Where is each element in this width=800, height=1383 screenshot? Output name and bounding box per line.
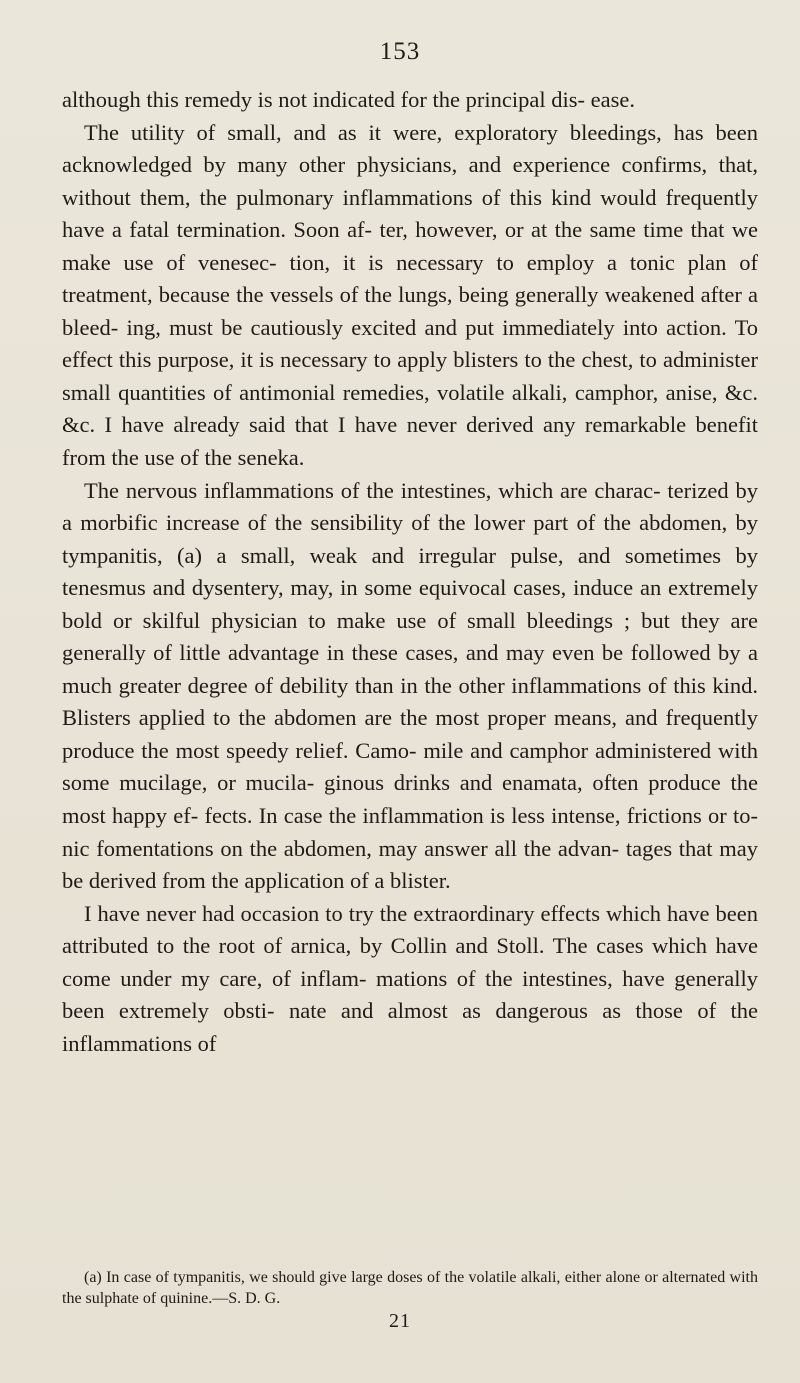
body-text: [62, 84, 758, 1060]
paragraph-3: The nervous inflammations of the intestines, which are charac- terized by a morbific increase of the sensibility of the lower part of the abdomen, by tympanitis, (a) a small, weak and irregular pulse, and sometimes by tenesmus and dysentery, may, in some equivocal cases, induce an extremely bold or skilful physician to make use of small bleedings ; but they are generally of little advantage in these cases, and may even be followed by a much greater degree of debility than in the other inflammations of this kind. Blisters applied to the abdomen are the most proper means, and frequently produce the most speedy relief. Camo- mile and camphor administered with some mucilage, or mucila- ginous drinks and enamata, often produce the most happy ef- fects. In case the inflammation is less intense, frictions or to- nic fomentations on the abdomen, may answer all the advan- tages that may be derived from the application of a blister.: [62, 477, 758, 894]
page-number: 153: [379, 38, 421, 65]
signature-mark: 21: [389, 1310, 411, 1332]
paragraph-2: The utility of small, and as it were, exploratory bleedings, has been acknowledged by many other physicians, and experience confirms, that, without them, the pulmonary inflammations of this kind would frequently have a fatal termination. Soon af- ter, however, or at the same time that we make use of venesec- tion, it is necessary to employ a tonic plan of treatment, because the vessels of the lungs, being generally weakened after a bleed- ing, must be cautiously excited and put immediately into action. To effect this purpose, it is necessary to apply blisters to the chest, to administer small quantities of antimonial remedies, volatile alkali, camphor, anise, &c. &c. I have already said that I have never derived any remarkable benefit from the use of the seneka.: [62, 119, 758, 471]
footnote-text: (a) In case of tympanitis, we should give large doses of the volatile alkali, either alone or alternated with the sulphate of quinine.—S. D. G.: [62, 1269, 758, 1307]
paragraph-4: I have never had occasion to try the extraordinary effects which have been attributed to the root of arnica, by Collin and Stoll. The cases which have come under my care, of inflam- mations of the intestines, have generally been extremely obsti- nate and almost as dangerous as those of the inflammations of: [62, 900, 758, 1056]
footnote: [62, 1267, 758, 1309]
paragraph-1: although this remedy is not indicated for the principal dis- ease.: [62, 87, 635, 112]
